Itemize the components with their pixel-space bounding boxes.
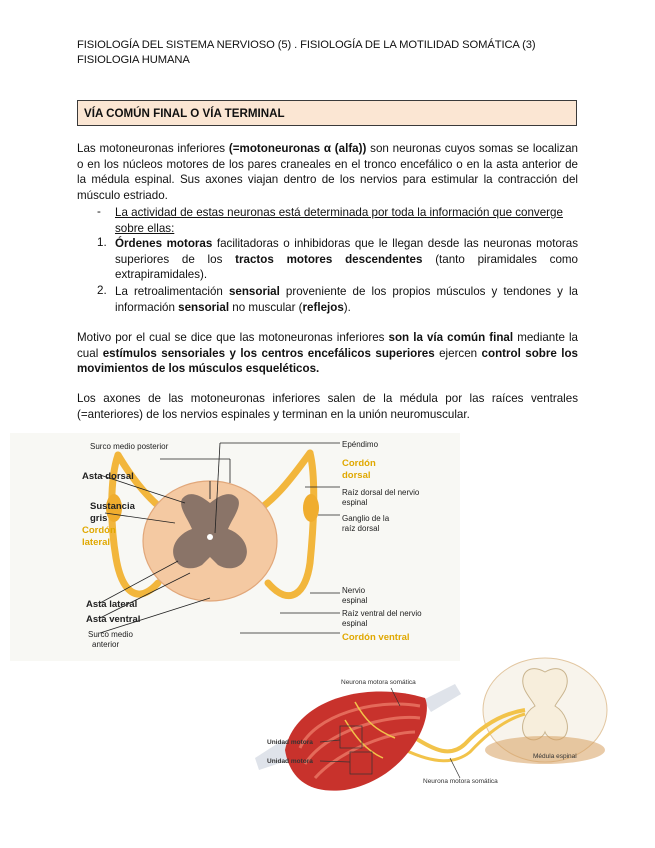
label-raiz-ventral-1: Raíz ventral del nervio: [342, 609, 422, 618]
label-unidad-2: Unidad motora: [267, 758, 313, 765]
list-item-2: [115, 284, 578, 315]
list-item-1-bold-1: Órdenes motoras: [115, 237, 213, 250]
document-header: [77, 38, 536, 68]
list-item-1-text-2: (tanto piramidales como extrapiramidales).: [115, 252, 578, 282]
label-asta-dorsal: Asta dorsal: [82, 471, 134, 482]
list-item-1: [115, 236, 578, 283]
label-cordon-dorsal-2: dorsal: [342, 470, 371, 481]
header-line-1: FISIOLOGÍA DEL SISTEMA NERVIOSO (5) . FISIOLOGÍA DE LA MOTILIDAD SOMÁTICA (3): [77, 39, 536, 51]
label-sustancia-2: gris: [90, 513, 108, 524]
label-surco-anterior-1: Surco medio: [88, 630, 133, 639]
label-nervio-2: espinal: [342, 596, 368, 605]
label-sustancia-1: Sustancia: [90, 501, 135, 512]
central-canal: [207, 534, 213, 540]
list-item-2-bold-1: sensorial: [228, 285, 280, 298]
dash-item-text: La actividad de estas neuronas está determinada por toda la información que converge sobre ellas:: [115, 206, 563, 235]
intro-text-2: son neuronas cuyos somas se localizan o en los núcleos motores de los pares craneales en el tronco encefálico o en la asta anterior de la médula espinal. Sus axones viajan dentro de los nervios para estimular la contracción del músculo estriado.: [77, 142, 579, 202]
label-asta-lateral: Asta lateral: [86, 599, 138, 610]
motivo-bold-3: control sobre los movimientos de los músculos esqueléticos.: [77, 346, 578, 376]
motor-unit-figure: [255, 640, 625, 800]
label-cordon-dorsal-1: Cordón: [342, 458, 376, 469]
list-item-2-bold-3: reflejos: [302, 300, 344, 314]
label-raiz-ventral-2: espinal: [342, 619, 368, 628]
intro-paragraph: [77, 141, 578, 203]
list-item-1-text-1: facilitadoras o inhibidoras que le llegan desde las neuronas motoras superiores de los: [115, 237, 579, 266]
label-raiz-dorsal-2: espinal: [342, 498, 368, 507]
list-item-2-text-3: no muscular (: [229, 300, 303, 314]
intro-bold-1: (=motoneuronas α (alfa)): [228, 142, 367, 155]
label-ganglio-1: Ganglio de la: [342, 514, 390, 523]
motivo-bold-1: son la vía común final: [388, 331, 514, 344]
label-nervio-1: Nervio: [342, 586, 366, 595]
list-item-2-marker: 2.: [97, 284, 107, 297]
label-epindimo: Epéndimo: [342, 440, 379, 449]
list-item-2-text-1: La retroalimentación: [115, 285, 229, 298]
section-title-box: [77, 100, 577, 126]
label-surco-anterior-2: anterior: [92, 640, 120, 649]
intro-text-1: Las motoneuronas inferiores: [77, 142, 229, 155]
label-raiz-dorsal-1: Raíz dorsal del nervio: [342, 488, 420, 497]
motivo-bold-2: estímulos sensoriales y los centros encefálicos superiores: [102, 346, 435, 360]
label-unidad-1: Unidad motora: [267, 739, 313, 746]
header-line-2: FISIOLOGIA HUMANA: [77, 54, 190, 66]
motivo-text-1: Motivo por el cual se dice que las motoneuronas inferiores: [77, 331, 389, 344]
label-medula: Médula espinal: [533, 753, 577, 760]
dorsal-root-ganglion: [303, 494, 319, 522]
section-title: VÍA COMÚN FINAL O VÍA TERMINAL: [84, 107, 285, 120]
list-item-1-bold-2: tractos motores descendentes: [235, 252, 423, 266]
list-item-2-text-2: proveniente de los propios músculos y tendones y la información: [115, 285, 578, 314]
label-asta-ventral: Asta ventral: [86, 614, 141, 625]
label-neurona-top: Neurona motora somática: [341, 679, 416, 686]
label-ganglio-2: raíz dorsal: [342, 524, 380, 533]
tendon-right: [423, 684, 461, 712]
motivo-text-3: ejercen: [434, 346, 482, 360]
list-item-2-bold-2: sensorial: [178, 300, 230, 314]
label-neurona-bottom: Neurona motora somática: [423, 778, 498, 785]
motivo-text-2: mediante la cual: [77, 331, 578, 360]
label-cordon-ventral: Cordón ventral: [342, 632, 410, 643]
dash-marker: -: [97, 205, 101, 218]
motivo-paragraph: [77, 330, 578, 377]
spinal-cord-figure: [10, 433, 460, 661]
list-item-1-marker: 1.: [97, 236, 107, 249]
label-cordon-lateral-1: Cordón: [82, 525, 116, 536]
label-cordon-lateral-2: lateral: [82, 537, 110, 548]
list-item-2-text-4: ).: [343, 300, 351, 314]
axones-paragraph: Los axones de las motoneuronas inferiores salen de la médula por las raíces ventrales (=anteriores) de los nervios espinales y terminan en la unión neuromuscular.: [77, 392, 578, 421]
label-surco-posterior: Surco medio posterior: [90, 442, 169, 451]
